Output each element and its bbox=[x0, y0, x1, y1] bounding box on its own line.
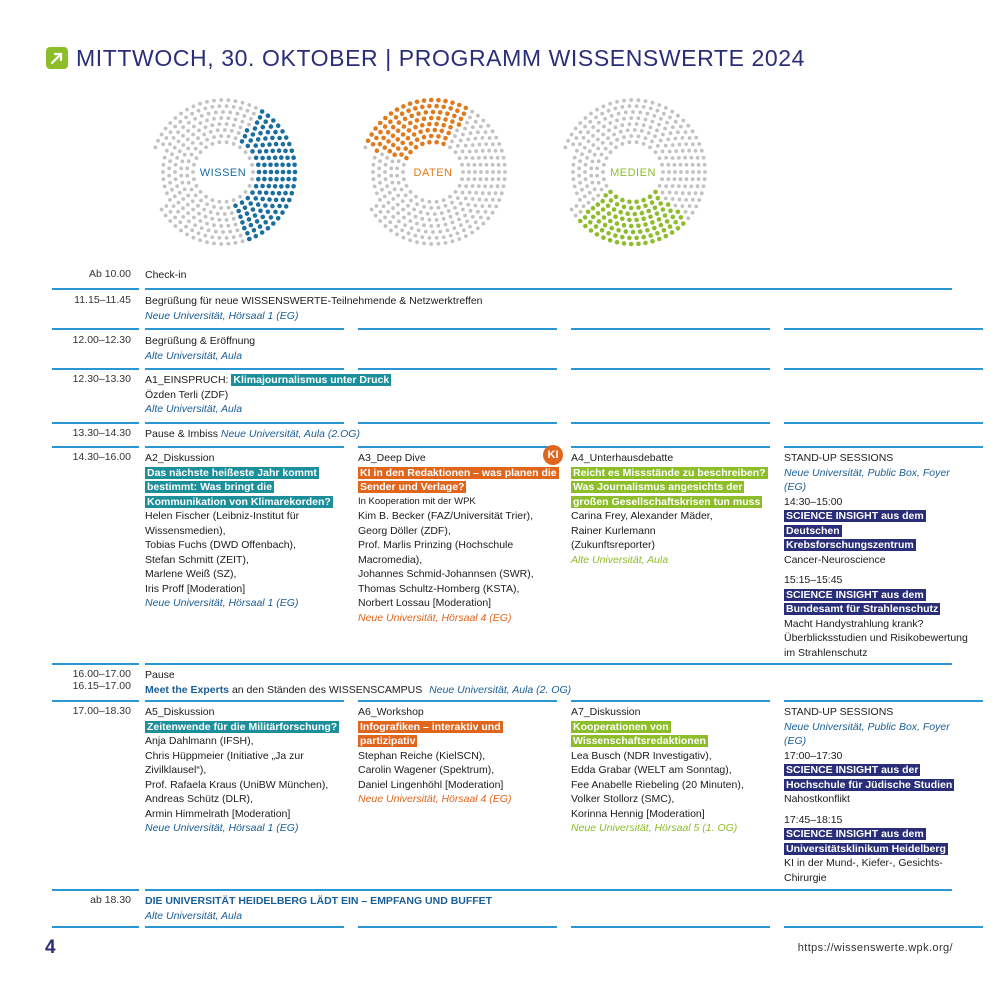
website-url[interactable]: https://wissenswerte.wpk.org/ bbox=[797, 942, 953, 954]
standup-desc: Nahostkonflikt bbox=[784, 793, 850, 805]
time-label: 17.00–18.30 bbox=[72, 705, 131, 717]
session-topic: Zeitenwende für die Militärforschung? bbox=[147, 720, 338, 733]
session-location: Neue Universität, Aula (2.OG) bbox=[220, 428, 360, 440]
people-list bbox=[145, 509, 344, 596]
divider bbox=[52, 422, 952, 424]
session-location: Neue Universität, Hörsaal 4 (EG) bbox=[358, 793, 512, 805]
person: Tobias Fuchs (DWD Offenbach), bbox=[145, 539, 296, 551]
person: Rainer Kurlemann bbox=[571, 524, 656, 537]
divider bbox=[52, 663, 952, 665]
person: Kim B. Becker (FAZ/Universität Trier), bbox=[358, 510, 534, 522]
session-location: Alte Universität, Aula bbox=[145, 349, 243, 362]
time-label: 11.15–11.45 bbox=[74, 294, 131, 306]
speaker: Özden Terli (ZDF) bbox=[145, 388, 229, 401]
ki-badge-icon: KI bbox=[543, 445, 563, 465]
time-label: 13.30–14.30 bbox=[72, 427, 131, 439]
person: Thomas Schultz-Homberg (KSTA), bbox=[358, 582, 520, 595]
row-a1 bbox=[52, 370, 952, 422]
session-a5 bbox=[145, 705, 344, 889]
session-a2 bbox=[145, 451, 344, 663]
session-title: Check-in bbox=[145, 269, 187, 281]
standup-sessions-2 bbox=[784, 705, 969, 889]
row-block2 bbox=[52, 702, 952, 889]
person: Prof. Marlis Prinzing (Hochschule Macromedia), bbox=[358, 539, 514, 566]
divider bbox=[52, 700, 952, 702]
row-evening bbox=[52, 891, 952, 926]
standup-time: 15:15–15:45 bbox=[784, 574, 843, 586]
standup-sessions-1 bbox=[784, 451, 969, 663]
people-list bbox=[571, 749, 770, 822]
person: Daniel Lingenhöhl [Moderation] bbox=[358, 778, 504, 791]
logo-label-wissen: WISSEN bbox=[199, 167, 247, 179]
person: Marlene Weiß (SZ), bbox=[145, 568, 237, 580]
session-title: Begrüßung für neue WISSENSWERTE-Teilnehmende & Netzwerktreffen bbox=[145, 295, 483, 307]
standup-title: STAND-UP SESSIONS bbox=[784, 706, 894, 718]
time-label: 16.15–17.00 bbox=[72, 680, 131, 692]
person: Johannes Schmid-Johannsen (SWR), bbox=[358, 568, 534, 580]
session-code: A5_Diskussion bbox=[145, 706, 215, 718]
standup-desc: KI in der Mund-, Kiefer-, Gesichts-Chirurgie bbox=[784, 857, 943, 884]
time-label: Ab 10.00 bbox=[88, 268, 131, 280]
standup-topic: SCIENCE INSIGHT aus dem Deutschen Krebsforschungszentrum bbox=[786, 510, 924, 551]
standup-title: STAND-UP SESSIONS bbox=[784, 452, 894, 464]
person: Lea Busch (NDR Investigativ), bbox=[571, 749, 712, 762]
person: Edda Grabar (WELT am Sonntag), bbox=[571, 764, 732, 776]
standup-desc: Cancer-Neuroscience bbox=[784, 553, 886, 566]
person: Iris Proff [Moderation] bbox=[145, 582, 246, 595]
session-title: Pause bbox=[145, 669, 175, 681]
session-topic: Kooperationen von Wissenschaftsredaktionen bbox=[573, 720, 706, 747]
session-code: A4_Unterhausdebatte bbox=[571, 452, 674, 464]
session-location: Neue Universität, Hörsaal 1 (EG) bbox=[145, 309, 299, 322]
session-code: A3_Deep Dive bbox=[358, 452, 426, 464]
people-list bbox=[358, 749, 557, 793]
person: (Zukunftsreporter) bbox=[571, 539, 656, 551]
session-topic: Klimajournalismus unter Druck bbox=[233, 374, 390, 386]
standup-time: 14:30–15:00 bbox=[784, 495, 843, 508]
logo-medien bbox=[553, 95, 713, 250]
session-code: A2_Diskussion bbox=[145, 452, 215, 464]
session-location: Neue Universität, Aula (2. OG) bbox=[429, 683, 572, 696]
standup-time: 17:45–18:15 bbox=[784, 813, 843, 826]
person: Prof. Rafaela Kraus (UniBW München), bbox=[145, 778, 329, 791]
time-label: 12.00–12.30 bbox=[72, 334, 131, 346]
session-a4 bbox=[571, 451, 770, 663]
experts-text: an den Ständen des WISSENSCAMPUS bbox=[231, 683, 423, 696]
session-location: Neue Universität, Public Box, Foyer (EG) bbox=[784, 720, 950, 747]
logo-daten bbox=[353, 95, 513, 250]
session-a3 bbox=[358, 448, 559, 663]
person: Georg Döller (ZDF), bbox=[358, 524, 451, 537]
time-label: 12.30–13.30 bbox=[72, 373, 131, 385]
session-location: Alte Universität, Aula bbox=[571, 553, 669, 566]
divider bbox=[52, 368, 952, 370]
logo-label-daten: DATEN bbox=[413, 167, 453, 179]
row-pause bbox=[52, 665, 952, 700]
session-location: Alte Universität, Aula bbox=[145, 403, 243, 415]
person: Norbert Lossau [Moderation] bbox=[358, 597, 492, 609]
time-label: 14.30–16.00 bbox=[72, 451, 131, 463]
person: Stefan Schmitt (ZEIT), bbox=[145, 553, 249, 566]
session-code: A7_Diskussion bbox=[571, 706, 641, 718]
session-code: A6_Workshop bbox=[358, 706, 424, 718]
divider bbox=[52, 288, 952, 290]
session-location: Neue Universität, Public Box, Foyer (EG) bbox=[784, 466, 950, 493]
person: Carolin Wagener (Spektrum), bbox=[358, 764, 495, 776]
divider bbox=[52, 889, 952, 891]
session-location: Neue Universität, Hörsaal 5 (1. OG) bbox=[571, 822, 738, 834]
standup-topic: SCIENCE INSIGHT aus dem Universitätsklinikum Heidelberg bbox=[786, 828, 946, 855]
person: Volker Stollorz (SMC), bbox=[571, 793, 675, 805]
cooperation-note: In Kooperation mit der WPK bbox=[358, 495, 476, 507]
session-topic: Infografiken – interaktiv und partizipativ bbox=[360, 720, 501, 747]
person: Armin Himmelrath [Moderation] bbox=[145, 807, 291, 820]
divider bbox=[52, 328, 952, 330]
session-topic: Das nächste heißeste Jahr kommt bestimmt: Was bringt die Kommunikation von Klimarekorden? bbox=[147, 466, 331, 508]
session-topic: Reicht es Missstände zu beschreiben? Was Journalismus angesichts der großen Gesellschaftskrisen tun muss bbox=[573, 466, 766, 508]
session-title: Pause & Imbiss bbox=[145, 428, 218, 440]
person: Korinna Hennig [Moderation] bbox=[571, 807, 705, 820]
row-welcome-new bbox=[52, 290, 952, 328]
session-location: Neue Universität, Hörsaal 1 (EG) bbox=[145, 597, 299, 609]
session-topic: KI in den Redaktionen – was planen die Sender und Verlage? bbox=[360, 466, 557, 493]
session-a7 bbox=[571, 705, 770, 889]
session-code: A1_EINSPRUCH: bbox=[145, 374, 229, 386]
person: Andreas Schütz (DLR), bbox=[145, 793, 253, 805]
standup-topic: SCIENCE INSIGHT aus der Hochschule für Jüdische Studien bbox=[786, 764, 953, 791]
person: Helen Fischer (Leibniz-Institut für Wissensmedien), bbox=[145, 510, 300, 537]
person: Anja Dahlmann (IFSH), bbox=[145, 735, 254, 747]
session-location: Neue Universität, Hörsaal 4 (EG) bbox=[358, 611, 512, 624]
person: Stephan Reiche (KielSCN), bbox=[358, 749, 486, 762]
row-opening bbox=[52, 330, 952, 368]
schedule-table bbox=[52, 268, 968, 928]
session-location: Alte Universität, Aula bbox=[145, 909, 243, 922]
arrow-icon bbox=[46, 47, 68, 69]
session-a6 bbox=[358, 705, 557, 889]
standup-topic: SCIENCE INSIGHT aus dem Bundesamt für Strahlenschutz bbox=[786, 588, 939, 615]
session-title: DIE UNIVERSITÄT HEIDELBERG LÄDT EIN – EMPFANG UND BUFFET bbox=[145, 895, 493, 907]
page-title-text: MITTWOCH, 30. OKTOBER | PROGRAMM WISSENSWERTE 2024 bbox=[76, 44, 806, 71]
page-title bbox=[46, 42, 805, 74]
logo-wissen bbox=[143, 95, 303, 250]
divider bbox=[52, 926, 952, 928]
person: Fee Anabelle Riebeling (20 Minuten), bbox=[571, 778, 744, 791]
time-label: 16.00–17.00 bbox=[72, 668, 131, 680]
session-location: Neue Universität, Hörsaal 1 (EG) bbox=[145, 822, 299, 834]
row-block1 bbox=[52, 448, 968, 663]
person: Chris Hüppmeier (Initiative „Ja zur Zivilklausel“), bbox=[145, 749, 304, 776]
theme-logos bbox=[0, 95, 1000, 250]
session-title: Begrüßung & Eröffnung bbox=[145, 335, 256, 347]
logo-label-medien: MEDIEN bbox=[610, 167, 656, 179]
people-list bbox=[145, 734, 344, 821]
people-list bbox=[358, 509, 557, 611]
experts-title: Meet the Experts bbox=[145, 683, 230, 696]
page-number: 4 bbox=[45, 937, 56, 958]
time-label: ab 18.30 bbox=[90, 894, 131, 906]
row-checkin bbox=[52, 268, 952, 288]
person: Carina Frey, Alexander Mäder, bbox=[571, 510, 713, 522]
standup-time: 17:00–17:30 bbox=[784, 749, 843, 762]
row-lunch bbox=[52, 424, 952, 446]
people-list bbox=[571, 509, 770, 553]
standup-desc: Macht Handystrahlung krank? Überblicksstudien und Risikobewertung im Strahlenschutz bbox=[784, 617, 968, 659]
